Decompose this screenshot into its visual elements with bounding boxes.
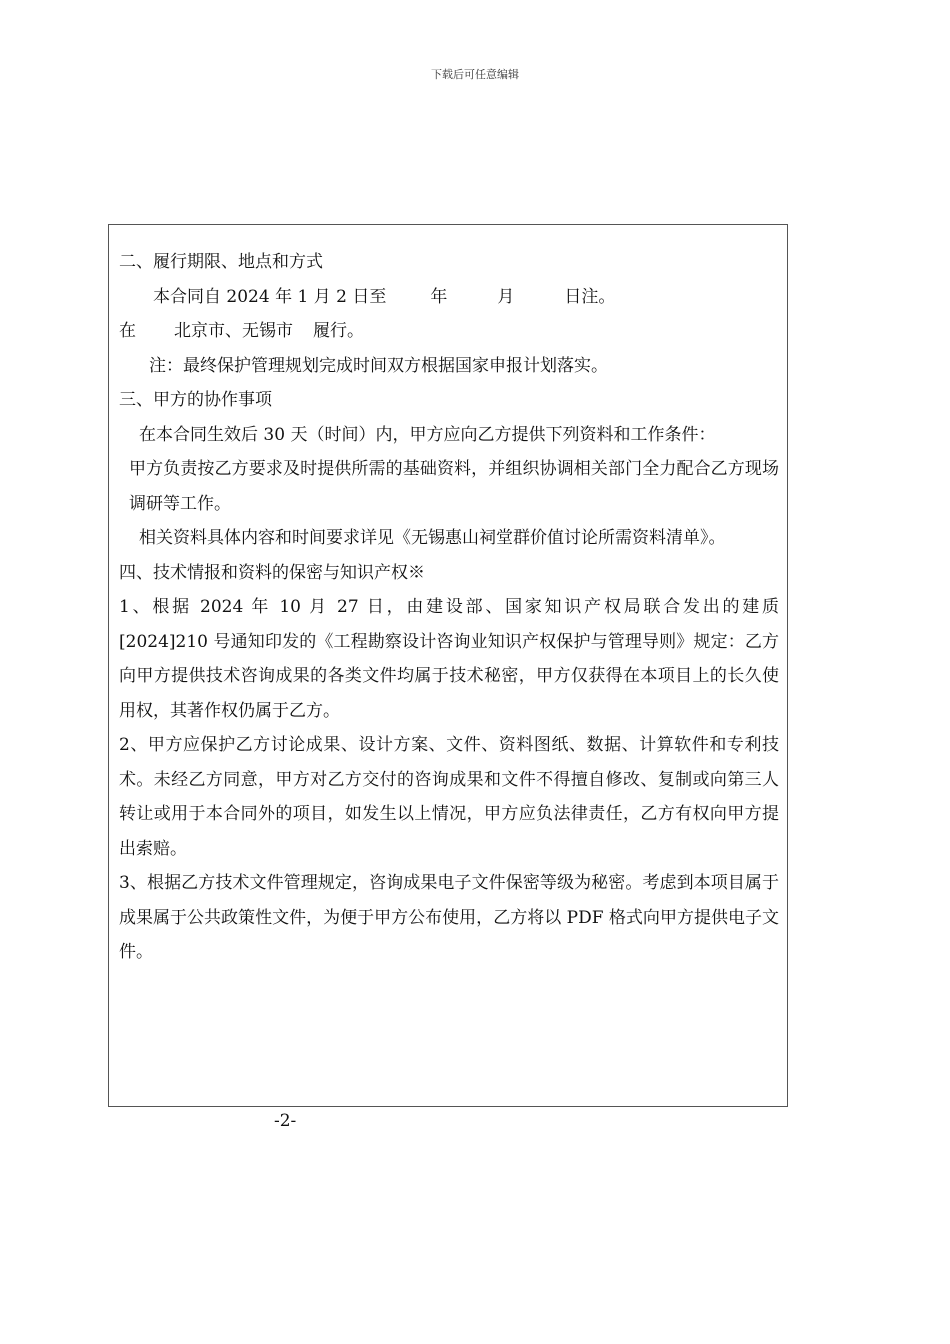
place-line	[119, 314, 779, 349]
term-prefix: 本合同自 2024 年 1 月 2 日至	[153, 286, 387, 307]
term-note: 注：最终保护管理规划完成时间双方根据国家申报计划落实。	[149, 355, 608, 376]
section3-paragraph-3: 相关资料具体内容和时间要求详见《无锡惠山祠堂群价值讨论所需资料清单》。	[139, 528, 726, 548]
section4-item-1: 1、根据 2024 年 10 月 27 日，由建设部、国家知识产权局联合发出的建质[2024]210 号通知印发的《工程勘察设计咨询业知识产权保护与管理导则》规定：乙方向甲方提供技术咨询成果的各类文件均属于技术秘密，甲方仅获得在本项目上的长久使用权，其著作权仍属于乙方。	[119, 597, 779, 721]
section3-paragraph-1: 在本合同生效后 30 天（时间）内，甲方应向乙方提供下列资料和工作条件：	[139, 424, 716, 445]
page-number: -2-	[274, 1111, 297, 1131]
section4-item-2: 2、甲方应保护乙方讨论成果、设计方案、文件、资料图纸、数据、计算软件和专利技术。未经乙方同意，甲方对乙方交付的咨询成果和文件不得擅自修改、复制或向第三人转让或用于本合同外的项目，如发生以上情况，甲方应负法律责任，乙方有权向甲方提出索赔。	[119, 735, 779, 859]
section3-paragraph-2: 甲方负责按乙方要求及时提供所需的基础资料，并组织协调相关部门全力配合乙方现场调研等工作。	[129, 459, 779, 514]
term-day: 日注。	[564, 286, 616, 307]
place-prefix: 在	[119, 321, 136, 341]
section4-item-3: 3、根据乙方技术文件管理规定，咨询成果电子文件保密等级为秘密。考虑到本项目属于成果属于公共政策性文件，为便于甲方公布使用，乙方将以 PDF 格式向甲方提供电子文件。	[119, 873, 779, 962]
section3-heading: 三、甲方的协作事项	[119, 390, 272, 410]
term-year: 年	[430, 286, 448, 307]
term-month: 月	[497, 286, 515, 307]
section2-heading: 二、履行期限、地点和方式	[119, 252, 323, 272]
term-line	[119, 280, 779, 315]
place-suffix: 履行。	[313, 321, 364, 341]
contract-text	[119, 245, 779, 970]
section4-heading: 四、技术情报和资料的保密与知识产权※	[119, 562, 425, 583]
header-note: 下载后可任意编辑	[431, 68, 519, 81]
place-value: 北京市、无锡市	[174, 321, 293, 341]
contract-content-box	[108, 224, 788, 1107]
